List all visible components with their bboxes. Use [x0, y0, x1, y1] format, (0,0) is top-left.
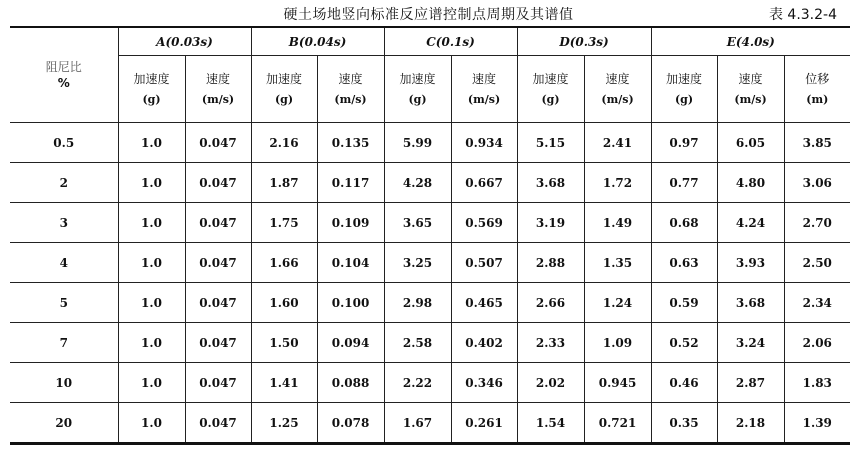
damping-header: 阻尼比 % [10, 27, 118, 123]
value-cell: 1.49 [584, 203, 651, 243]
value-cell: 3.68 [517, 163, 584, 203]
table-row [10, 403, 850, 444]
value-cell: 2.18 [717, 403, 784, 444]
value-cell: 1.35 [584, 243, 651, 283]
value-cell: 0.97 [651, 123, 717, 163]
value-cell: 0.047 [185, 203, 251, 243]
value-cell: 1.0 [118, 123, 185, 163]
value-cell: 1.25 [251, 403, 317, 444]
value-cell: 1.83 [784, 363, 850, 403]
damping-cell: 10 [10, 363, 118, 403]
sub-header-displacement: 位移 (m) [784, 56, 850, 123]
value-cell: 2.58 [384, 323, 451, 363]
value-cell: 0.63 [651, 243, 717, 283]
value-cell: 3.68 [717, 283, 784, 323]
table-row [10, 203, 850, 243]
damping-cell: 20 [10, 403, 118, 444]
damping-cell: 2 [10, 163, 118, 203]
sub-header-velocity: 速度 (m/s) [451, 56, 517, 123]
value-cell: 1.54 [517, 403, 584, 444]
value-cell: 1.72 [584, 163, 651, 203]
sub-header-row [10, 56, 850, 123]
value-cell: 1.0 [118, 363, 185, 403]
sub-header-velocity: 速度 (m/s) [584, 56, 651, 123]
value-cell: 0.094 [317, 323, 384, 363]
value-cell: 4.28 [384, 163, 451, 203]
value-cell: 0.721 [584, 403, 651, 444]
value-cell: 3.19 [517, 203, 584, 243]
value-cell: 0.68 [651, 203, 717, 243]
value-cell: 3.25 [384, 243, 451, 283]
value-cell: 1.75 [251, 203, 317, 243]
value-cell: 1.0 [118, 163, 185, 203]
value-cell: 2.98 [384, 283, 451, 323]
value-cell: 0.117 [317, 163, 384, 203]
value-cell: 0.77 [651, 163, 717, 203]
value-cell: 2.06 [784, 323, 850, 363]
table-row [10, 323, 850, 363]
value-cell: 3.24 [717, 323, 784, 363]
value-cell: 2.34 [784, 283, 850, 323]
value-cell: 0.35 [651, 403, 717, 444]
value-cell: 0.46 [651, 363, 717, 403]
sub-header-velocity: 速度 (m/s) [185, 56, 251, 123]
value-cell: 4.80 [717, 163, 784, 203]
value-cell: 0.104 [317, 243, 384, 283]
value-cell: 2.33 [517, 323, 584, 363]
value-cell: 0.569 [451, 203, 517, 243]
value-cell: 0.047 [185, 323, 251, 363]
group-header-c: C(0.1s) [384, 27, 517, 56]
value-cell: 0.59 [651, 283, 717, 323]
value-cell: 1.60 [251, 283, 317, 323]
value-cell: 1.0 [118, 243, 185, 283]
group-header-b: B(0.04s) [251, 27, 384, 56]
value-cell: 2.22 [384, 363, 451, 403]
value-cell: 0.465 [451, 283, 517, 323]
value-cell: 0.047 [185, 363, 251, 403]
value-cell: 1.0 [118, 203, 185, 243]
table-body [10, 123, 850, 444]
table-row [10, 363, 850, 403]
group-header-e: E(4.0s) [651, 27, 850, 56]
sub-header-acceleration: 加速度 (g) [384, 56, 451, 123]
table-title: 硬土场地竖向标准反应谱控制点周期及其谱值 [283, 7, 574, 23]
value-cell: 1.39 [784, 403, 850, 444]
value-cell: 0.100 [317, 283, 384, 323]
value-cell: 0.52 [651, 323, 717, 363]
value-cell: 1.50 [251, 323, 317, 363]
damping-cell: 3 [10, 203, 118, 243]
table-row [10, 163, 850, 203]
value-cell: 1.09 [584, 323, 651, 363]
value-cell: 3.06 [784, 163, 850, 203]
value-cell: 1.41 [251, 363, 317, 403]
value-cell: 0.109 [317, 203, 384, 243]
value-cell: 0.047 [185, 123, 251, 163]
value-cell: 2.41 [584, 123, 651, 163]
sub-header-acceleration: 加速度 (g) [517, 56, 584, 123]
sub-header-velocity: 速度 (m/s) [317, 56, 384, 123]
value-cell: 0.346 [451, 363, 517, 403]
value-cell: 0.047 [185, 163, 251, 203]
sub-header-acceleration: 加速度 (g) [651, 56, 717, 123]
damping-cell: 5 [10, 283, 118, 323]
value-cell: 0.507 [451, 243, 517, 283]
value-cell: 3.93 [717, 243, 784, 283]
value-cell: 5.99 [384, 123, 451, 163]
group-header-a: A(0.03s) [118, 27, 251, 56]
value-cell: 2.70 [784, 203, 850, 243]
value-cell: 4.24 [717, 203, 784, 243]
sub-header-acceleration: 加速度 (g) [251, 56, 317, 123]
value-cell: 0.945 [584, 363, 651, 403]
table-caption [0, 0, 857, 26]
value-cell: 2.88 [517, 243, 584, 283]
value-cell: 6.05 [717, 123, 784, 163]
damping-unit: % [57, 76, 70, 90]
value-cell: 0.667 [451, 163, 517, 203]
damping-cell: 7 [10, 323, 118, 363]
value-cell: 1.66 [251, 243, 317, 283]
group-header-d: D(0.3s) [517, 27, 651, 56]
value-cell: 3.85 [784, 123, 850, 163]
damping-cell: 4 [10, 243, 118, 283]
value-cell: 0.078 [317, 403, 384, 444]
damping-cell: 0.5 [10, 123, 118, 163]
sub-header-acceleration: 加速度 (g) [118, 56, 185, 123]
value-cell: 1.24 [584, 283, 651, 323]
value-cell: 2.02 [517, 363, 584, 403]
value-cell: 1.0 [118, 403, 185, 444]
value-cell: 0.402 [451, 323, 517, 363]
value-cell: 1.67 [384, 403, 451, 444]
table-row [10, 243, 850, 283]
group-header-row [10, 27, 850, 56]
value-cell: 0.261 [451, 403, 517, 444]
value-cell: 2.50 [784, 243, 850, 283]
value-cell: 0.135 [317, 123, 384, 163]
table-row [10, 123, 850, 163]
value-cell: 5.15 [517, 123, 584, 163]
value-cell: 2.87 [717, 363, 784, 403]
value-cell: 1.0 [118, 323, 185, 363]
value-cell: 0.934 [451, 123, 517, 163]
value-cell: 0.047 [185, 403, 251, 444]
value-cell: 2.66 [517, 283, 584, 323]
value-cell: 3.65 [384, 203, 451, 243]
spectrum-table [10, 26, 850, 445]
value-cell: 0.047 [185, 243, 251, 283]
value-cell: 1.0 [118, 283, 185, 323]
value-cell: 1.87 [251, 163, 317, 203]
value-cell: 0.088 [317, 363, 384, 403]
table-row [10, 283, 850, 323]
value-cell: 0.047 [185, 283, 251, 323]
table-number: 表 4.3.2-4 [768, 7, 837, 23]
value-cell: 2.16 [251, 123, 317, 163]
sub-header-velocity: 速度 (m/s) [717, 56, 784, 123]
